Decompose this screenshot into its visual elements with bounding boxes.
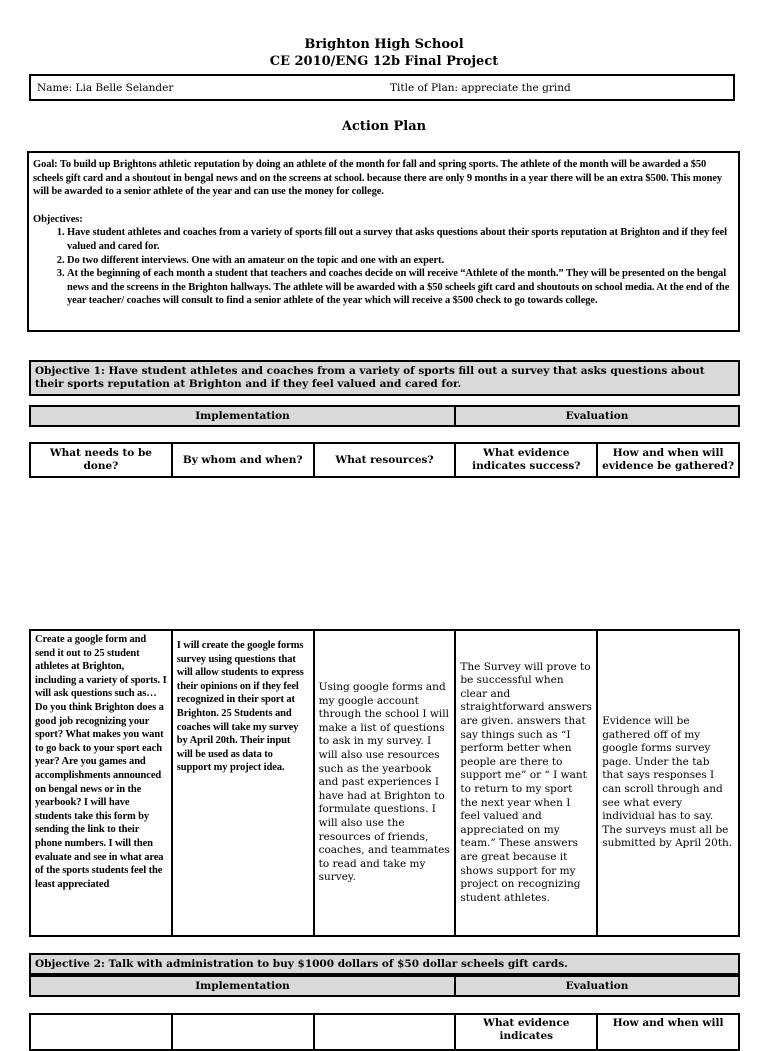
col-by-whom: By whom and when? — [172, 443, 314, 477]
table-cell: The Survey will prove to be successful when clear and straightforward answers are given. answers that say things such as “I perform better when people are there to support me” or “ I want to return to my sport the next year when I feel valued and appreciated on my team.” These answers are great because it shows support for my project on recognizing student athletes. — [455, 630, 597, 936]
implementation-label: Implementation — [31, 977, 456, 995]
objectives-list — [33, 226, 734, 308]
plan-title: Title of Plan: appreciate the grind — [390, 82, 571, 94]
evaluation-label: Evaluation — [565, 980, 629, 992]
objective-2-column-headers — [29, 1013, 740, 1042]
action-plan-title: Action Plan — [341, 119, 427, 134]
goal-box — [27, 151, 740, 332]
objective-1-column-headers — [29, 442, 740, 478]
col-how-when: How and when will evidence be gathered? — [597, 443, 739, 477]
col-resources: What resources? — [314, 443, 456, 477]
col-what-needs-done: What needs to be done? — [30, 443, 172, 477]
objective-2-section-row — [29, 975, 740, 997]
table-cell: Create a google form and send it out to 25 student athletes at Brighton, including a variety of sports. I will ask questions such as… Do you think Brighton does a good job recognizing your sport? What makes you want to go back to your sport each year? Are you games and accomplishments announced on bengal news or in the yearbook? I will have students take this form by sending the link to their phone numbers. I will then evaluate and see in what area of the sports students feel the least appreciated — [30, 630, 172, 936]
name-title-box — [29, 74, 735, 101]
objectives-label: Objectives: — [33, 213, 83, 225]
goal-text: Goal: To build up Brightons athletic reputation by doing an athlete of the month for fall and spring sports. The athlete of the month will be awarded a $50 scheels gift card and a shoutout in bengal news and on the screens at school. because there are only 9 months in a year there will be an extra $500. This money will be awarded to a senior athlete of the year and can use the money for college. — [33, 159, 723, 198]
implementation-label: Implementation — [31, 407, 456, 425]
student-name: Name: Lia Belle Selander — [37, 82, 174, 94]
course-title: CE 2010/ENG 12b Final Project — [269, 54, 499, 69]
table-cell — [30, 1014, 172, 1050]
document-header — [0, 36, 768, 70]
col-how-when: How and when will — [597, 1014, 739, 1050]
objective-1-heading: Objective 1: Have student athletes and coaches from a variety of sports fill out a survey that asks questions about their sports reputation at Brighton and if they feel valued and cared for. — [29, 360, 740, 396]
evaluation-label: Evaluation — [565, 410, 629, 422]
table-cell — [314, 1014, 456, 1050]
table-cell: Using google forms and my google account through the school I will make a list of questions to ask in my survey. I will also use resources such as the yearbook and past experiences I have had at Brighton to formulate questions. I will also use the resources of friends, coaches, and teammates to read and take my survey. — [314, 630, 456, 936]
objective-item: 1. Have student athletes and coaches from a variety of sports fill out a survey that asks questions about their sports reputation at Brighton and if they feel valued and cared for. — [67, 226, 734, 253]
objective-item: 2. Do two different interviews. One with an amateur on the topic and one with an expert. — [67, 254, 734, 268]
objective-item: 3. At the beginning of each month a student that teachers and coaches decide on will receive “Athlete of the month.” They will be presented on the bengal news and the screens in the Brighton hallways. The athlete will be awarded with a $50 scheels gift card and shoutouts on school media. At the end of the year teacher/ coaches will consult to find a senior athlete of the year which will receive a $500 check to go towards college. — [67, 267, 734, 308]
col-evidence: What evidence indicates success? — [455, 443, 597, 477]
objective-2-heading: Objective 2: Talk with administration to buy $1000 dollars of $50 dollar scheels gift cards. — [29, 953, 740, 975]
col-evidence: What evidence indicates — [455, 1014, 597, 1050]
school-name: Brighton High School — [304, 37, 464, 52]
objective-1-section-row — [29, 405, 740, 427]
table-cell: I will create the google forms survey using questions that will allow students to express their opinions on if they feel recognized in their sport at Brighton. 25 Students and coaches will take my survey by April 20th. Their input will be used as data to support my project idea. — [172, 630, 314, 936]
table-cell: Evidence will be gathered off of my google forms survey page. Under the tab that says responses I can scroll through and see what every individual has to say. The surveys must all be submitted by April 20th. — [597, 630, 739, 936]
table-row — [30, 630, 739, 936]
table-cell — [172, 1014, 314, 1050]
objective-1-table — [29, 629, 740, 937]
